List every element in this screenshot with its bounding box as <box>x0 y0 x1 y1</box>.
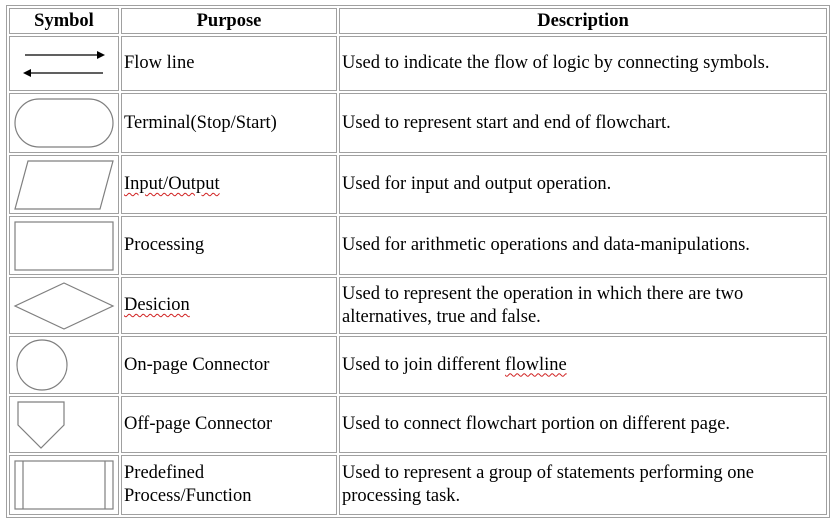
symbol-cell <box>9 93 119 153</box>
purpose-cell <box>121 277 337 334</box>
diamond-icon <box>14 282 114 330</box>
table-row <box>9 155 827 214</box>
table-row <box>9 36 827 91</box>
table-row <box>9 336 827 394</box>
table-row <box>9 455 827 515</box>
purpose-text: Desicion <box>124 295 190 315</box>
header-description: Description <box>339 8 827 34</box>
purpose-text: Input/Output <box>124 174 220 194</box>
purpose-cell: Off-page Connector <box>121 396 337 453</box>
symbol-cell <box>9 216 119 275</box>
description-cell: Used to indicate the flow of logic by connecting symbols. <box>339 36 827 91</box>
purpose-cell: On-page Connector <box>121 336 337 394</box>
circle-icon <box>16 339 116 391</box>
header-purpose: Purpose <box>121 8 337 34</box>
symbol-cell <box>9 396 119 453</box>
description-cell: Used to represent the operation in which there are two alternatives, true and false. <box>339 277 827 334</box>
symbol-cell <box>9 336 119 394</box>
table-row <box>9 277 827 334</box>
terminal-rounded-rectangle-icon <box>14 98 114 148</box>
header-symbol: Symbol <box>9 8 119 34</box>
description-cell: Used for input and output operation. <box>339 155 827 214</box>
description-cell <box>339 336 827 394</box>
description-text: Used to join different <box>342 354 506 375</box>
description-cell: Used for arithmetic operations and data-manipulations. <box>339 216 827 275</box>
table-row <box>9 93 827 153</box>
purpose-cell <box>121 155 337 214</box>
symbol-cell <box>9 455 119 515</box>
symbol-cell <box>9 277 119 334</box>
purpose-cell: Predefined Process/Function <box>121 455 337 515</box>
table-row <box>9 216 827 275</box>
description-cell: Used to connect flowchart portion on different page. <box>339 396 827 453</box>
symbol-cell <box>9 155 119 214</box>
pentagon-down-icon <box>16 401 116 449</box>
purpose-cell: Terminal(Stop/Start) <box>121 93 337 153</box>
table-row <box>9 396 827 453</box>
purpose-cell: Processing <box>121 216 337 275</box>
symbol-cell <box>9 36 119 91</box>
flow-line-arrows-icon <box>21 49 107 79</box>
flowchart-symbols-table <box>6 5 830 518</box>
table-header-row <box>9 8 827 34</box>
description-cell: Used to represent start and end of flowchart. <box>339 93 827 153</box>
predefined-process-icon <box>14 460 114 510</box>
parallelogram-icon <box>14 160 114 210</box>
purpose-cell: Flow line <box>121 36 337 91</box>
flagged-word: flowline <box>505 354 567 375</box>
rectangle-icon <box>14 221 114 271</box>
description-cell: Used to represent a group of statements performing one processing task. <box>339 455 827 515</box>
